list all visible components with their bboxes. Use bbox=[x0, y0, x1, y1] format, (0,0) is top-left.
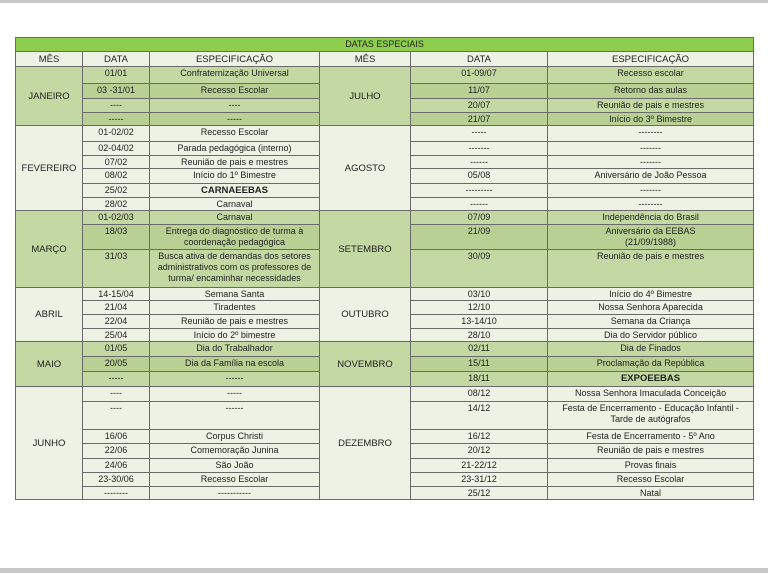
date-cell: 25/12 bbox=[411, 487, 548, 500]
header-date: DATA bbox=[83, 52, 150, 67]
date-cell: 01-02/02 bbox=[83, 126, 150, 142]
specification-cell: -------- bbox=[548, 126, 754, 142]
date-cell: ----- bbox=[83, 372, 150, 387]
specification-cell: -------- bbox=[548, 198, 754, 211]
date-cell: 21-22/12 bbox=[411, 459, 548, 473]
specification-cell: Aniversário de João Pessoa bbox=[548, 169, 754, 184]
date-cell: 11/07 bbox=[411, 84, 548, 99]
date-cell: 08/12 bbox=[411, 387, 548, 402]
table-row bbox=[16, 387, 754, 402]
specification-cell: Carnaval bbox=[150, 211, 320, 225]
specification-cell: Início do 2º bimestre bbox=[150, 329, 320, 342]
specification-cell: ------- bbox=[548, 184, 754, 198]
date-cell: ----- bbox=[411, 126, 548, 142]
date-cell: 21/04 bbox=[83, 301, 150, 315]
specification-cell: Recesso escolar bbox=[548, 67, 754, 84]
special-dates-table bbox=[15, 37, 754, 500]
specification-cell: Proclamação da República bbox=[548, 357, 754, 372]
specification-cell: Provas finais bbox=[548, 459, 754, 473]
top-border bbox=[0, 0, 768, 3]
month-cell: OUTUBRO bbox=[320, 288, 411, 342]
date-cell: ------ bbox=[411, 156, 548, 169]
month-cell: MAIO bbox=[16, 342, 83, 387]
specification-cell: ---- bbox=[150, 99, 320, 113]
specification-cell: Semana Santa bbox=[150, 288, 320, 301]
specification-cell: Natal bbox=[548, 487, 754, 500]
specification-cell: São João bbox=[150, 459, 320, 473]
specification-cell: Início do 4º Bimestre bbox=[548, 288, 754, 301]
date-cell: 22/06 bbox=[83, 444, 150, 459]
specification-cell: ------ bbox=[150, 372, 320, 387]
date-cell: 01-09/07 bbox=[411, 67, 548, 84]
specification-cell: Confraternização Universal bbox=[150, 67, 320, 84]
date-cell: ---- bbox=[83, 99, 150, 113]
date-cell: 20/05 bbox=[83, 357, 150, 372]
table-row bbox=[16, 288, 754, 301]
bottom-border bbox=[0, 568, 768, 573]
specification-cell: Nossa Senhora Imaculada Conceição bbox=[548, 387, 754, 402]
specification-cell: Reunião de pais e mestres bbox=[548, 250, 754, 288]
specification-cell: Corpus Christi bbox=[150, 430, 320, 444]
date-cell: 14/12 bbox=[411, 402, 548, 430]
date-cell: 07/09 bbox=[411, 211, 548, 225]
specification-cell: Independência do Brasil bbox=[548, 211, 754, 225]
specification-cell: Reunião de pais e mestres bbox=[150, 315, 320, 329]
month-cell: SETEMBRO bbox=[320, 211, 411, 288]
date-cell: 05/08 bbox=[411, 169, 548, 184]
specification-cell: Reunião de pais e mestres bbox=[548, 444, 754, 459]
date-cell: 31/03 bbox=[83, 250, 150, 288]
specification-cell: ----------- bbox=[150, 487, 320, 500]
date-cell: 18/11 bbox=[411, 372, 548, 387]
specification-cell: Carnaval bbox=[150, 198, 320, 211]
title-row bbox=[16, 38, 754, 52]
date-cell: 22/04 bbox=[83, 315, 150, 329]
specification-cell: Recesso Escolar bbox=[548, 473, 754, 487]
specification-cell: Busca ativa de demandas dos setores administrativos com os professores de turma/ encaminhar necessidades bbox=[150, 250, 320, 288]
header-row bbox=[16, 52, 754, 67]
month-cell: FEVEREIRO bbox=[16, 126, 83, 211]
specification-cell: Entrega do diagnóstico de turma à coordenação pedagógica bbox=[150, 225, 320, 250]
date-cell: ------ bbox=[411, 198, 548, 211]
table-row bbox=[16, 211, 754, 225]
month-cell: ABRIL bbox=[16, 288, 83, 342]
specification-cell: ------ bbox=[150, 402, 320, 430]
date-cell: ---- bbox=[83, 387, 150, 402]
month-cell: DEZEMBRO bbox=[320, 387, 411, 500]
date-cell: 02-04/02 bbox=[83, 142, 150, 156]
date-cell: 12/10 bbox=[411, 301, 548, 315]
specification-cell: EXPOEEBAS bbox=[548, 372, 754, 387]
month-cell: JUNHO bbox=[16, 387, 83, 500]
date-cell: ----- bbox=[83, 113, 150, 126]
month-cell: MARÇO bbox=[16, 211, 83, 288]
date-cell: 01/01 bbox=[83, 67, 150, 84]
date-cell: 28/10 bbox=[411, 329, 548, 342]
date-cell: 16/06 bbox=[83, 430, 150, 444]
date-cell: 21/09 bbox=[411, 225, 548, 250]
month-cell: JANEIRO bbox=[16, 67, 83, 126]
header-month: MÊS bbox=[320, 52, 411, 67]
date-cell: -------- bbox=[83, 487, 150, 500]
specification-cell: Retorno das aulas bbox=[548, 84, 754, 99]
date-cell: --------- bbox=[411, 184, 548, 198]
specification-cell: Reunião de pais e mestres bbox=[150, 156, 320, 169]
date-cell: 23-31/12 bbox=[411, 473, 548, 487]
date-cell: 28/02 bbox=[83, 198, 150, 211]
month-cell: AGOSTO bbox=[320, 126, 411, 211]
month-cell: JULHO bbox=[320, 67, 411, 126]
specification-cell: Semana da Criança bbox=[548, 315, 754, 329]
date-cell: 23-30/06 bbox=[83, 473, 150, 487]
table-row bbox=[16, 67, 754, 84]
date-cell: 25/04 bbox=[83, 329, 150, 342]
date-cell: 24/06 bbox=[83, 459, 150, 473]
date-cell: 14-15/04 bbox=[83, 288, 150, 301]
specification-cell: Dia do Servidor público bbox=[548, 329, 754, 342]
date-cell: 16/12 bbox=[411, 430, 548, 444]
specification-cell: Recesso Escolar bbox=[150, 126, 320, 142]
specification-cell: Festa de Encerramento - Educação Infantil - Tarde de autógrafos bbox=[548, 402, 754, 430]
date-cell: 01/05 bbox=[83, 342, 150, 357]
specification-cell: Dia do Trabalhador bbox=[150, 342, 320, 357]
specification-cell: Início do 1º Bimestre bbox=[150, 169, 320, 184]
specification-cell: Tiradentes bbox=[150, 301, 320, 315]
specification-cell: Recesso Escolar bbox=[150, 473, 320, 487]
specification-cell: Nossa Senhora Aparecida bbox=[548, 301, 754, 315]
specification-cell: ----- bbox=[150, 113, 320, 126]
specification-cell: Dia de Finados bbox=[548, 342, 754, 357]
specification-cell: Festa de Encerramento - 5º Ano bbox=[548, 430, 754, 444]
specification-cell: Aniversário da EEBAS (21/09/1988) bbox=[548, 225, 754, 250]
date-cell: ------- bbox=[411, 142, 548, 156]
date-cell: 18/03 bbox=[83, 225, 150, 250]
header-month: MÊS bbox=[16, 52, 83, 67]
specification-cell: ------- bbox=[548, 142, 754, 156]
specification-cell: Início do 3º Bimestre bbox=[548, 113, 754, 126]
specification-cell: Reunião de pais e mestres bbox=[548, 99, 754, 113]
date-cell: 08/02 bbox=[83, 169, 150, 184]
specification-cell: Parada pedagógica (interno) bbox=[150, 142, 320, 156]
month-cell: NOVEMBRO bbox=[320, 342, 411, 387]
header-spec: ESPECIFICAÇÃO bbox=[150, 52, 320, 67]
specification-cell: ------- bbox=[548, 156, 754, 169]
specification-cell: CARNAEEBAS bbox=[150, 184, 320, 198]
date-cell: 20/07 bbox=[411, 99, 548, 113]
date-cell: ---- bbox=[83, 402, 150, 430]
date-cell: 20/12 bbox=[411, 444, 548, 459]
date-cell: 03 -31/01 bbox=[83, 84, 150, 99]
table-row bbox=[16, 342, 754, 357]
date-cell: 07/02 bbox=[83, 156, 150, 169]
date-cell: 01-02/03 bbox=[83, 211, 150, 225]
date-cell: 21/07 bbox=[411, 113, 548, 126]
date-cell: 13-14/10 bbox=[411, 315, 548, 329]
date-cell: 15/11 bbox=[411, 357, 548, 372]
header-spec: ESPECIFICAÇÃO bbox=[548, 52, 754, 67]
date-cell: 03/10 bbox=[411, 288, 548, 301]
specification-cell: Recesso Escolar bbox=[150, 84, 320, 99]
table-title: DATAS ESPECIAIS bbox=[16, 38, 754, 52]
date-cell: 30/09 bbox=[411, 250, 548, 288]
specification-cell: ----- bbox=[150, 387, 320, 402]
table-row bbox=[16, 126, 754, 142]
specification-cell: Dia da Família na escola bbox=[150, 357, 320, 372]
specification-cell: Comemoração Junina bbox=[150, 444, 320, 459]
date-cell: 25/02 bbox=[83, 184, 150, 198]
header-date: DATA bbox=[411, 52, 548, 67]
date-cell: 02/11 bbox=[411, 342, 548, 357]
